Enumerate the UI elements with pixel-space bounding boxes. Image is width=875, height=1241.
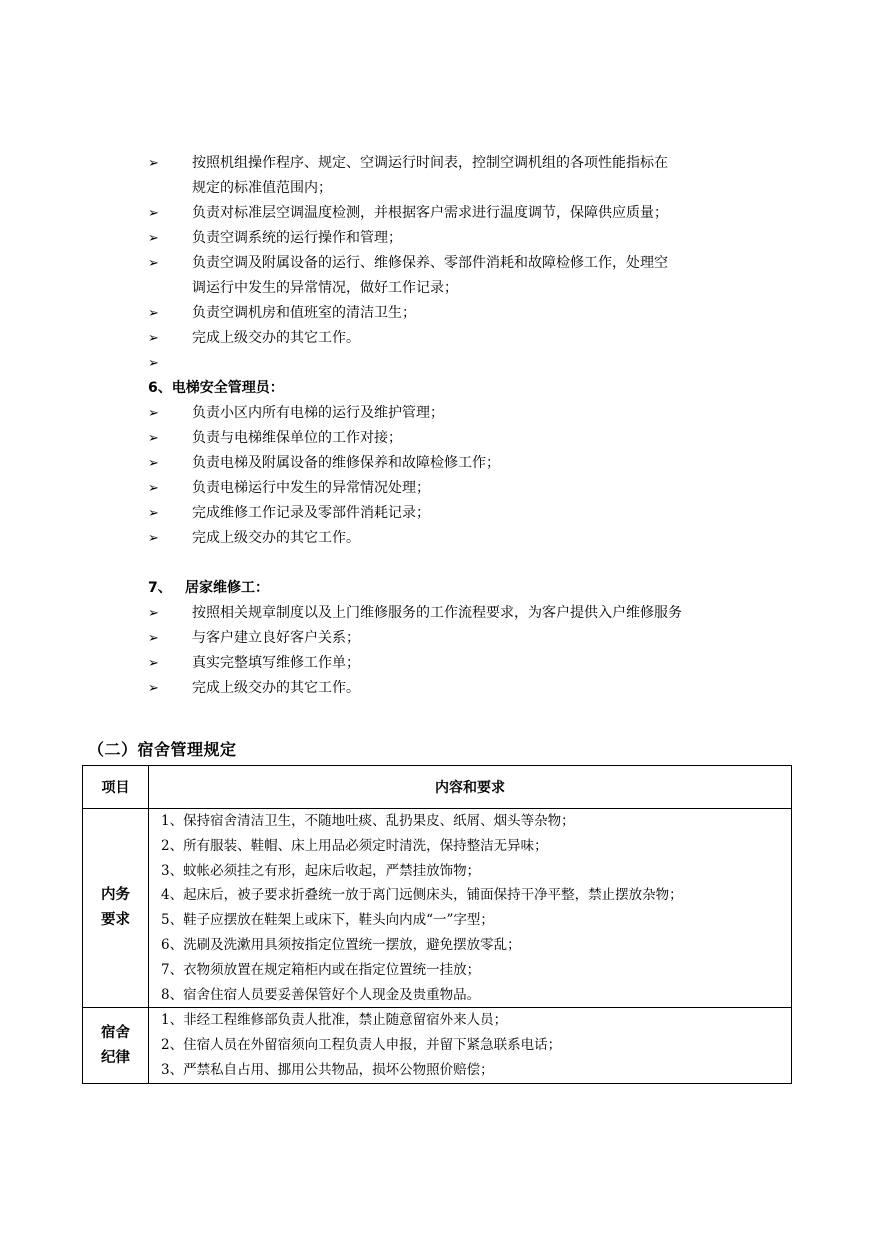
job-duties-list (148, 151, 748, 701)
list-item: ➢ 与客户建立良好客户关系； (148, 626, 748, 651)
row-content (149, 1008, 792, 1083)
arrow-bullet-icon (148, 426, 164, 451)
arrow-bullet-icon (148, 501, 164, 526)
row-label: 内务 要求 (83, 809, 149, 1008)
list-item: ➢ 负责空调机房和值班室的清洁卫生； (148, 301, 748, 326)
arrow-bullet-icon (148, 651, 164, 676)
arrow-bullet-icon (148, 476, 164, 501)
list-item: ➢ 负责对标准层空调温度检测，并根据客户需求进行温度调节，保障供应质量； (148, 201, 748, 226)
arrow-bullet-icon (148, 201, 164, 226)
arrow-bullet-icon (148, 526, 164, 551)
arrow-bullet-icon (148, 226, 164, 251)
arrow-bullet-icon (148, 251, 164, 276)
list-item: ➢ 负责电梯及附属设备的维修保养和故障检修工作； (148, 451, 748, 476)
spacer (148, 551, 748, 576)
section-title-dorm-rules: （二）宿舍管理规定 (88, 740, 237, 759)
rule-item: 3、蚊帐必须挂之有形，起床后收起，严禁挂放饰物； (161, 862, 481, 879)
table-header-row (83, 766, 792, 809)
arrow-bullet-icon (148, 301, 164, 326)
section-number: 7、 (148, 580, 172, 596)
list-item: ➢ 负责空调及附属设备的运行、维修保养、零部件消耗和故障检修工作，处理空 调运行中发生的异常情况，做好工作记录； (148, 251, 748, 301)
arrow-bullet-icon (148, 626, 164, 651)
section-title: 居家维修工： (185, 580, 269, 596)
rule-item: 2、所有服装、鞋帽、床上用品必须定时清洗，保持整洁无异味； (161, 837, 548, 854)
column-header-content: 内容和要求 (149, 766, 792, 809)
section-heading-elevator: 6、电梯安全管理员： (148, 380, 284, 396)
list-item: ➢ 按照机组操作程序、规定、空调运行时间表，控制空调机组的各项性能指标在 规定的标准值范围内； (148, 151, 748, 201)
rule-item: 1、保持宿舍清洁卫生，不随地吐痰、乱扔果皮、纸屑、烟头等杂物； (161, 813, 575, 829)
list-item: ➢ 完成维修工作记录及零部件消耗记录； (148, 501, 748, 526)
list-item: ➢ 完成上级交办的其它工作。 (148, 326, 748, 351)
list-item: ➢ 负责空调系统的运行操作和管理； (148, 226, 748, 251)
row-label: 宿舍 纪律 (83, 1008, 149, 1083)
list-item: ➢ 负责与电梯维保单位的工作对接； (148, 426, 748, 451)
rule-item: 5、鞋子应摆放在鞋架上或床下，鞋头向内成“一”字型； (161, 912, 494, 929)
column-header-item: 项目 (83, 766, 149, 809)
rule-item: 4、起床后，被子要求折叠统一放于离门远侧床头，铺面保持干净平整，禁止摆放杂物； (161, 887, 683, 904)
row-content (149, 809, 792, 1008)
rule-item: 7、衣物须放置在规定箱柜内或在指定位置统一挂放； (161, 961, 481, 978)
arrow-bullet-icon (148, 351, 164, 376)
arrow-bullet-icon (148, 151, 164, 176)
arrow-bullet-icon (148, 401, 164, 426)
list-item: ➢ 真实完整填写维修工作单； (148, 651, 748, 676)
arrow-bullet-icon (148, 451, 164, 476)
rule-item: 3、严禁私自占用、挪用公共物品，损坏公物照价赔偿； (161, 1061, 494, 1078)
dorm-rules-table (82, 765, 792, 1084)
arrow-bullet-icon (148, 601, 164, 626)
list-item: ➢ 完成上级交办的其它工作。 (148, 526, 748, 551)
list-item: ➢ 按照相关规章制度以及上门维修服务的工作流程要求，为客户提供入户维修服务 (148, 601, 748, 626)
list-item: ➢ 负责小区内所有电梯的运行及维护管理； (148, 401, 748, 426)
table-row (83, 1008, 792, 1083)
list-item: ➢ 完成上级交办的其它工作。 (148, 676, 748, 701)
arrow-bullet-icon (148, 676, 164, 701)
table-row (83, 809, 792, 1008)
list-item: ➢ 负责电梯运行中发生的异常情况处理； (148, 476, 748, 501)
rule-item: 2、住宿人员在外留宿须向工程负责人申报，并留下紧急联系电话； (161, 1037, 562, 1054)
rule-item: 6、洗刷及洗漱用具须按指定位置统一摆放，避免摆放零乱； (161, 936, 521, 953)
arrow-bullet-icon (148, 326, 164, 351)
rule-item: 8、宿舍住宿人员要妥善保管好个人现金及贵重物品。 (161, 986, 481, 1003)
section-heading-home-repair (148, 576, 748, 601)
list-item (148, 351, 748, 376)
rule-item: 1、非经工程维修部负责人批准，禁止随意留宿外来人员； (161, 1012, 508, 1029)
